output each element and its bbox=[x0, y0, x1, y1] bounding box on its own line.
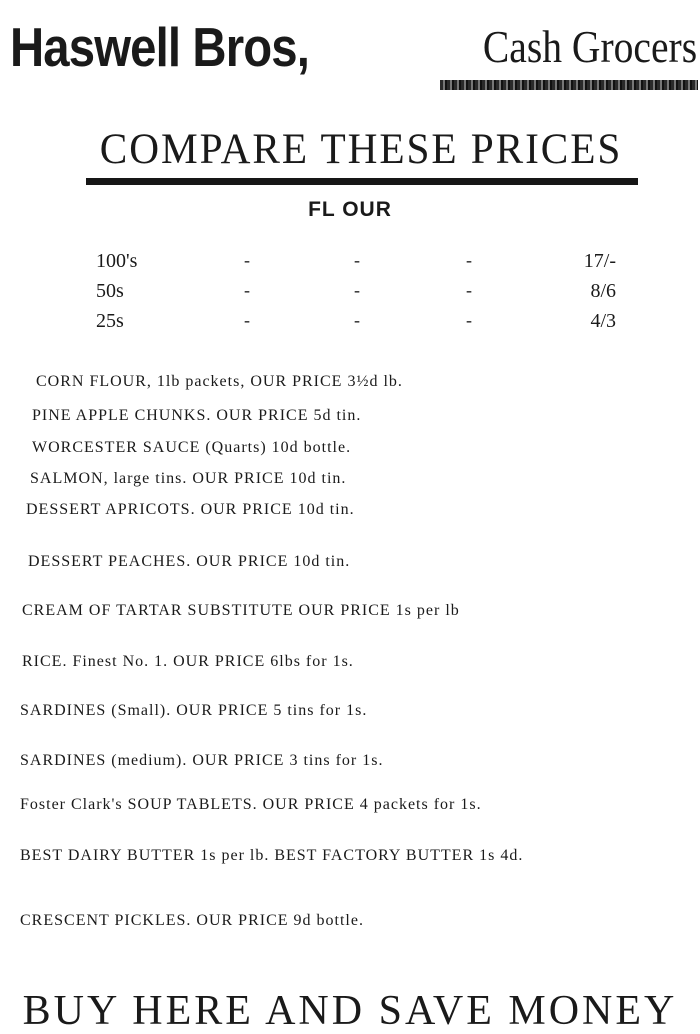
headline-underline bbox=[86, 178, 638, 185]
flour-size: 100's bbox=[96, 250, 138, 272]
price-item-pineapple-chunks: PINE APPLE CHUNKS. OUR PRICE 5d tin. bbox=[32, 407, 362, 424]
price-item-butter: BEST DAIRY BUTTER 1s per lb. BEST FACTORY BUTTER 1s 4d. bbox=[20, 847, 524, 864]
leader-dash: - bbox=[354, 280, 360, 300]
flour-size: 25s bbox=[96, 310, 124, 332]
leader-dash: - bbox=[354, 250, 360, 270]
flour-price: 4/3 bbox=[590, 310, 616, 332]
store-name: Haswell Bros, bbox=[10, 16, 310, 78]
price-item-sardines-medium: SARDINES (medium). OUR PRICE 3 tins for 1s. bbox=[20, 752, 384, 769]
flour-price-row bbox=[96, 280, 616, 308]
flour-price-row bbox=[96, 310, 616, 338]
price-item-crescent-pickles: CRESCENT PICKLES. OUR PRICE 9d bottle. bbox=[20, 912, 364, 929]
price-item-corn-flour: CORN FLOUR, 1lb packets, OUR PRICE 3½d lb. bbox=[36, 373, 403, 390]
leader-dash: - bbox=[466, 310, 472, 330]
leader-dash: - bbox=[466, 250, 472, 270]
flour-heading: FL OUR bbox=[308, 198, 392, 221]
price-item-rice: RICE. Finest No. 1. OUR PRICE 6lbs for 1s. bbox=[22, 653, 354, 670]
price-item-dessert-apricots: DESSERT APRICOTS. OUR PRICE 10d tin. bbox=[26, 501, 355, 518]
leader-dash: - bbox=[244, 310, 250, 330]
price-item-sardines-small: SARDINES (Small). OUR PRICE 5 tins for 1s. bbox=[20, 702, 368, 719]
price-item-dessert-peaches: DESSERT PEACHES. OUR PRICE 10d tin. bbox=[28, 553, 351, 570]
leader-dash: - bbox=[244, 250, 250, 270]
leader-dash: - bbox=[244, 280, 250, 300]
flour-price: 8/6 bbox=[590, 280, 616, 302]
price-item-cream-of-tartar: CREAM OF TARTAR SUBSTITUTE OUR PRICE 1s per lb bbox=[22, 602, 460, 619]
price-item-salmon: SALMON, large tins. OUR PRICE 10d tin. bbox=[30, 470, 347, 487]
leader-dash: - bbox=[354, 310, 360, 330]
footer-slogan: BUY HERE AND SAVE MONEY bbox=[22, 988, 678, 1034]
tagline-underline bbox=[440, 80, 698, 90]
store-tagline: Cash Grocers bbox=[482, 21, 697, 72]
flour-price: 17/- bbox=[583, 250, 616, 272]
flour-size: 50s bbox=[96, 280, 124, 302]
price-item-soup-tablets: Foster Clark's SOUP TABLETS. OUR PRICE 4 packets for 1s. bbox=[20, 796, 482, 813]
price-item-worcester-sauce: WORCESTER SAUCE (Quarts) 10d bottle. bbox=[32, 439, 352, 456]
flour-price-row bbox=[96, 250, 616, 278]
headline: COMPARE THESE PRICES bbox=[99, 126, 623, 173]
leader-dash: - bbox=[466, 280, 472, 300]
